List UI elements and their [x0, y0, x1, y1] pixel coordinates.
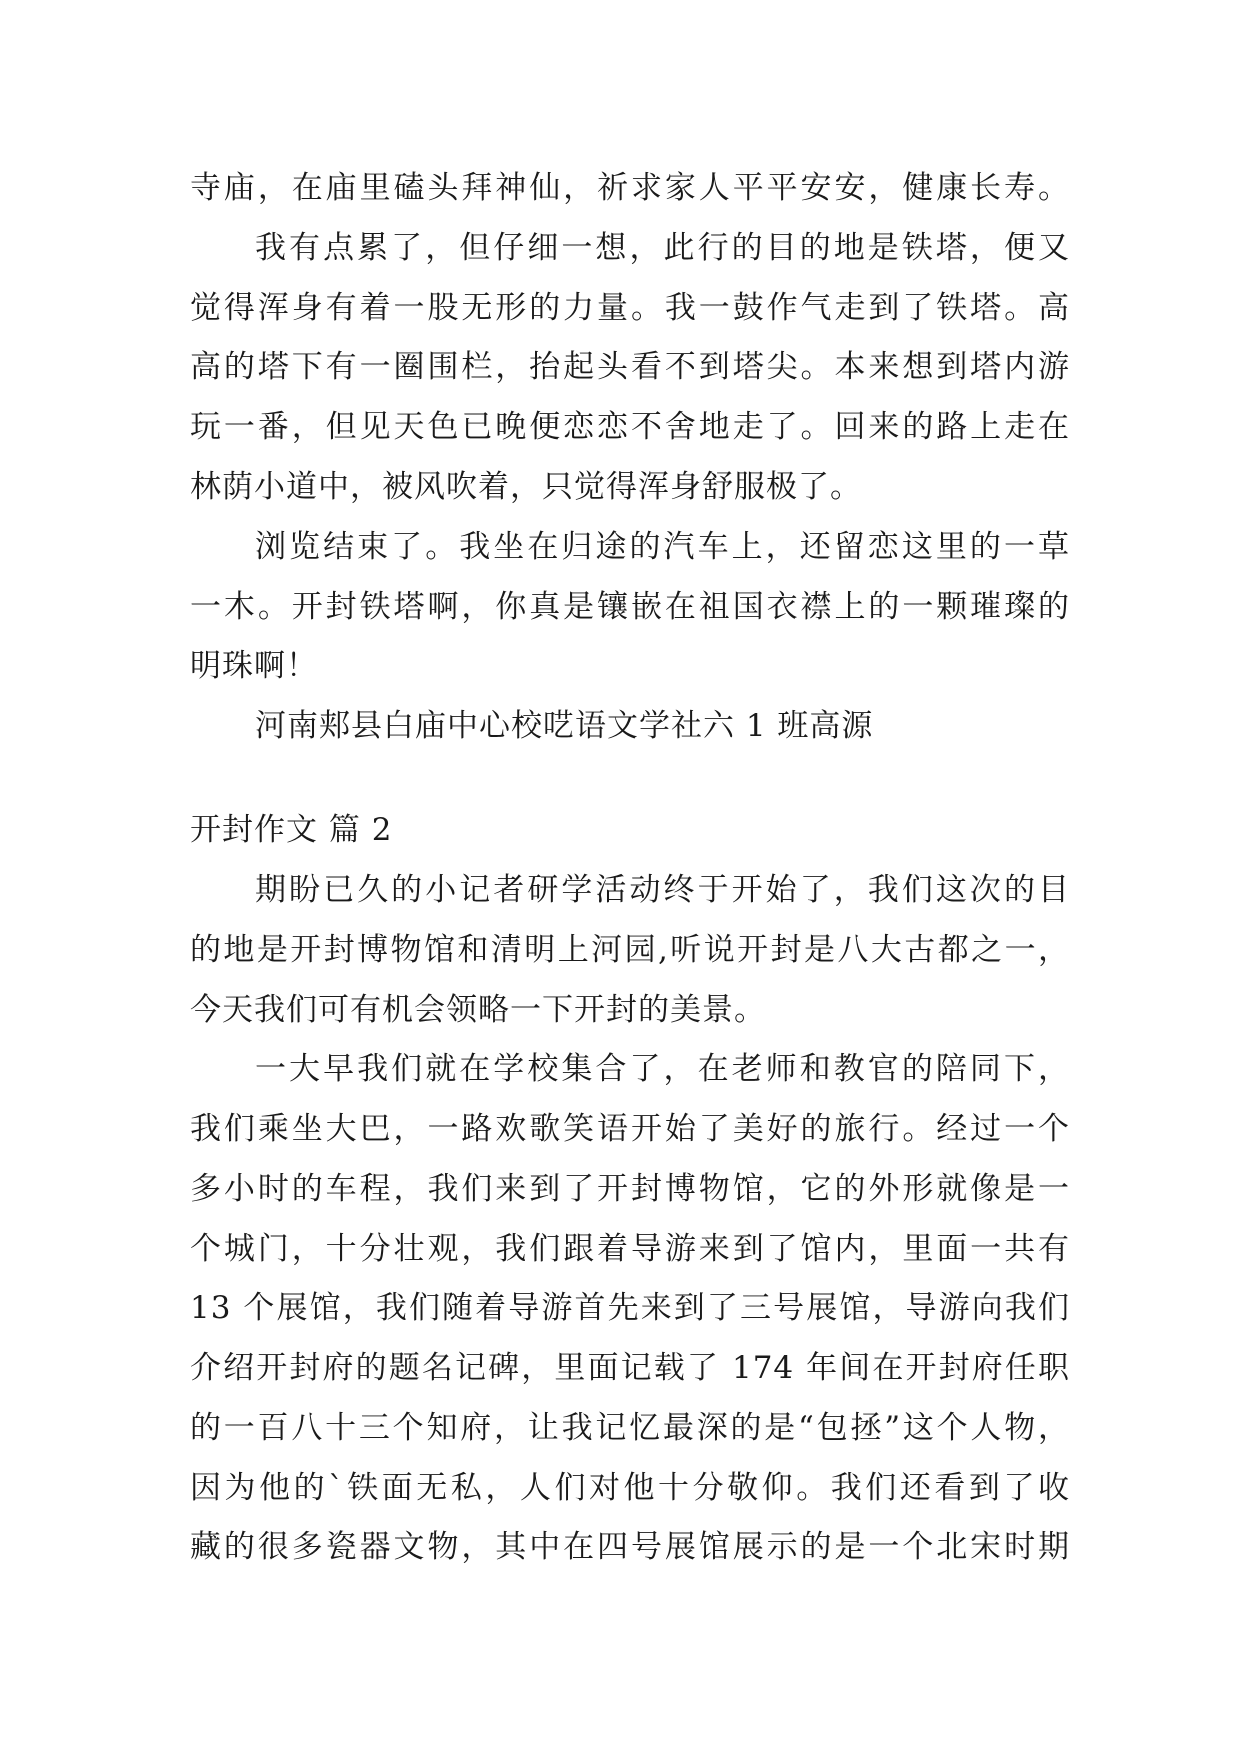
text-line: 一木。开封铁塔啊，你真是镶嵌在祖国衣襟上的一颗璀璨的 — [190, 589, 1070, 625]
text-line: 的一百八十三个知府，让我记忆最深的是“包拯”这个人物， — [190, 1410, 1070, 1446]
text-line: 一大早我们就在学校集合了，在老师和教官的陪同下， — [255, 1051, 1070, 1087]
text-line: 个城门，十分壮观，我们跟着导游来到了馆内，里面一共有 — [190, 1231, 1070, 1267]
text-line: 明珠啊！ — [190, 648, 318, 684]
text-line: 期盼已久的小记者研学活动终于开始了，我们这次的目 — [255, 872, 1070, 908]
text-line: 高的塔下有一圈围栏，抬起头看不到塔尖。本来想到塔内游 — [190, 349, 1070, 385]
text-line: 因为他的`铁面无私，人们对他十分敬仰。我们还看到了收 — [190, 1470, 1070, 1506]
text-line: 玩一番，但见天色已晚便恋恋不舍地走了。回来的路上走在 — [190, 409, 1070, 445]
text-line: 多小时的车程，我们来到了开封博物馆，它的外形就像是一 — [190, 1171, 1070, 1207]
text-line: 的地是开封博物馆和清明上河园,听说开封是八大古都之一， — [190, 932, 1070, 968]
text-line: 林荫小道中，被风吹着，只觉得浑身舒服极了。 — [190, 469, 862, 505]
text-line: 我们乘坐大巴，一路欢歌笑语开始了美好的旅行。经过一个 — [190, 1111, 1070, 1147]
text-line: 浏览结束了。我坐在归途的汽车上，还留恋这里的一草 — [255, 529, 1070, 565]
text-line: 今天我们可有机会领略一下开封的美景。 — [190, 992, 766, 1028]
text-line: 我有点累了，但仔细一想，此行的目的地是铁塔，便又 — [255, 230, 1070, 266]
text-line: 藏的很多瓷器文物，其中在四号展馆展示的是一个北宋时期 — [190, 1529, 1070, 1565]
text-line: 觉得浑身有着一股无形的力量。我一鼓作气走到了铁塔。高 — [190, 290, 1070, 326]
section-heading: 开封作文 篇 2 — [190, 812, 393, 848]
author-line: 河南郏县白庙中心校呓语文学社六 1 班高源 — [255, 708, 874, 744]
text-line: 寺庙，在庙里磕头拜神仙，祈求家人平平安安，健康长寿。 — [190, 170, 1070, 206]
text-line: 介绍开封府的题名记碑，里面记载了 174 年间在开封府任职 — [190, 1350, 1070, 1386]
text-line: 13 个展馆，我们随着导游首先来到了三号展馆，导游向我们 — [190, 1290, 1070, 1326]
